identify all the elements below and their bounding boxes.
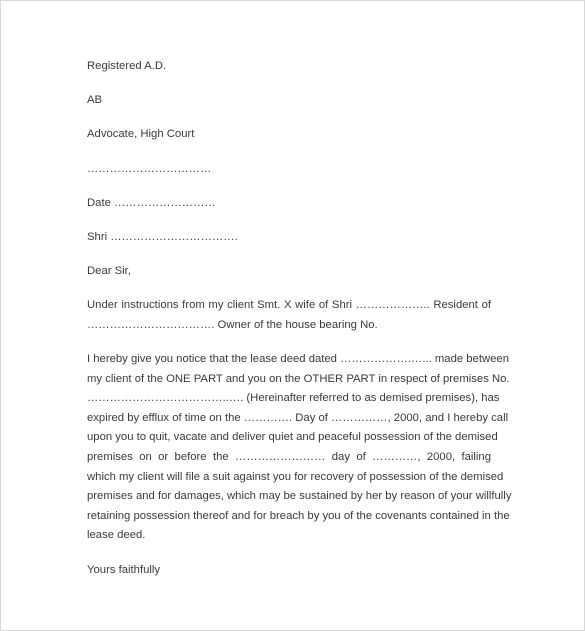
paragraph-instructions [87,296,491,335]
paragraph-line: premises on or before the …………………… day of …………, 2000, failing [87,451,491,464]
paragraph-line: my client of the ONE PART and you on the OTHER PART in respect of premises No. [87,372,510,385]
paragraph-line: ………………………………..…. (Hereinafter referred to as demised premises), has [87,392,500,405]
salutation: Dear Sir, [87,265,131,278]
paragraph-line: upon you to quit, vacate and deliver quiet and peaceful possession of the demised [87,431,498,444]
paragraph-line: retaining possession thereof and for breach by you of the covenants contained in the [87,509,510,522]
paragraph-line: ……………………………. Owner of the house bearing No. [87,318,378,331]
registered-ad-line: Registered A.D. [87,60,167,72]
closing-line: Yours faithfully [87,563,161,576]
sender-name: AB [87,94,103,107]
sender-address-placeholder: …………………………… [87,162,212,175]
paragraph-line: which my client will file a suit against you for recovery of possession of the demised [87,470,504,483]
paragraph-notice [87,350,512,546]
paragraph-line: Under instructions from my client Smt. X wife of Shri ……………….. Resident of [87,299,491,312]
sender-title: Advocate, High Court [87,128,195,141]
paragraph-line: expired by efflux of time on the …………. Day of ……………, 2000, and I hereby call [87,411,509,424]
recipient-line: Shri ……………………………. [87,230,238,243]
paragraph-line: lease deed. [87,529,146,542]
paragraph-line: premises and for damages, which may be sustained by her by reason of your willfully [87,490,512,503]
paragraph-line: I hereby give you notice that the lease deed dated ……………….…... made between [87,353,509,366]
letter-body [87,57,512,580]
date-line: Date ……………………… [87,196,216,209]
